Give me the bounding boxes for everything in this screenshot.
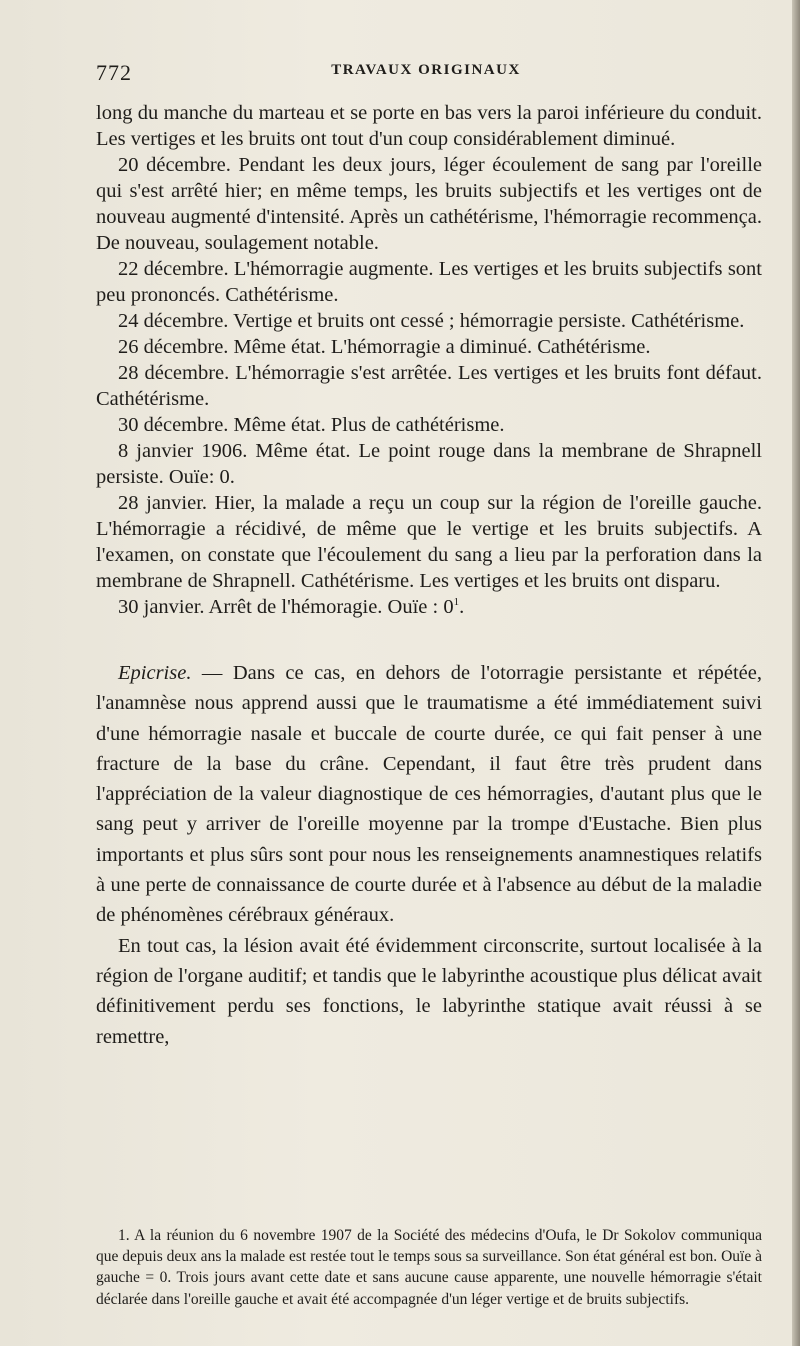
entry-text: Vertige et bruits ont cessé ; hémorragie persiste. Cathétérisme. <box>228 310 745 332</box>
entry-text: Pendant les deux jours, léger écoulement de sang par l'oreille qui s'est arrêté hier; en même temps, les bruits subjectifs et les vertiges ont de nouveau augmenté d'intensité. Après un cathétérisme, l'hémorragie recommença. De nouveau, soulagement notable. <box>96 154 762 254</box>
entry-text: Hier, la malade a reçu un coup sur la région de l'oreille gauche. L'hémorragie a récidivé, de même que le vertige et les bruits subjectifs. A l'examen, on constate que l'écoulement du sang a lieu par la perforation dans la membrane de Shrapnell. Cathétérisme. Les vertiges et les bruits ont disparu. <box>96 492 762 592</box>
entry-date: 30 décembre. <box>118 414 229 436</box>
section-gap <box>96 620 762 646</box>
journal-entry <box>96 256 762 308</box>
footnote <box>96 1225 762 1310</box>
continuation-paragraph: long du manche du marteau et se porte en bas vers la paroi inférieure du conduit. Les vertiges et les bruits ont tout d'un coup considérablement diminué. <box>96 102 762 150</box>
running-title: TRAVAUX ORIGINAUX <box>331 62 521 78</box>
entry-date: 28 janvier. <box>118 492 208 514</box>
footnote-marker[interactable]: 1 <box>453 596 460 609</box>
entry-text: Même état. L'hémorragie a diminué. Cathétérisme. <box>228 336 651 358</box>
entry-date: 28 décembre. <box>118 362 230 384</box>
conclusion-paragraph: En tout cas, la lésion avait été évidemment circonscrite, surtout localisée à la région de l'organe auditif; et tandis que le labyrinthe acoustique plus délicat avait définitivement perdu ses fonctions, le labyrinthe statique avait réussi à se remettre, <box>96 934 762 1048</box>
entry-text: Arrêt de l'hémoragie. Ouïe : 0 <box>204 596 454 618</box>
footnote-text: 1. A la réunion du 6 novembre 1907 de la Société des médecins d'Oufa, le Dr Sokolov communiqua que depuis deux ans la malade est restée tout le temps sous sa surveillance. Son état général est bon. Ouïe à gauche = 0. Trois jours avant cette date et sans aucune cause apparente, une nouvelle hémorragie s'était déclarée dans l'oreille gauche et avait été accompagnée d'un léger vertige et de bruits subjectifs. <box>96 1227 762 1308</box>
entry-text: L'hémorragie augmente. Les vertiges et les bruits subjectifs sont peu prononcés. Cathétérisme. <box>96 258 762 306</box>
running-head <box>96 50 756 90</box>
entry-date: 30 janvier. <box>118 596 205 618</box>
entry-text: Même état. Plus de cathétérisme. <box>228 414 505 436</box>
journal-entry <box>96 438 762 490</box>
journal-entry <box>96 334 762 360</box>
journal-entry <box>96 360 762 412</box>
body-text <box>96 100 762 1052</box>
entry-date: 22 décembre. <box>118 258 229 280</box>
entry-date: 26 décembre. <box>118 336 229 358</box>
epicrise-heading: Epicrise. <box>118 662 192 684</box>
journal-entry <box>96 594 762 620</box>
entry-date: 20 décembre. <box>118 154 231 176</box>
page-edge <box>792 0 800 1346</box>
entry-date: 24 décembre. <box>118 310 229 332</box>
journal-entry <box>96 490 762 594</box>
epicrise-paragraph <box>96 658 762 931</box>
page-number: 772 <box>96 60 132 85</box>
entry-date: 8 janvier 1906. <box>118 440 248 462</box>
journal-entry <box>96 308 762 334</box>
entry-end: . <box>459 596 465 618</box>
journal-entry <box>96 412 762 438</box>
entry-text: Même état. Le point rouge dans la membrane de Shrapnell persiste. Ouïe: 0. <box>96 440 762 488</box>
entry-text: L'hémorragie s'est arrêtée. Les vertiges et les bruits font défaut. Cathétérisme. <box>96 362 763 410</box>
epicrise-text: — Dans ce cas, en dehors de l'otorragie persistante et répétée, l'anamnèse nous apprend aussi que le traumatisme a été immédiatement suivi d'une hémorragie nasale et buccale de courte durée, ce qui fait penser à une fracture de la base du crâne. Cependant, il faut être très prudent dans l'appréciation de la valeur diagnostique de ces hémorragies, d'autant plus que le sang peut y arriver de l'oreille moyenne par la trompe d'Eustache. Bien plus importants et plus sûrs sont pour nous les renseignements anamnestiques relatifs à une perte de connaissance de courte durée et à l'absence au début de la maladie de phénomènes cérébraux généraux. <box>96 662 762 927</box>
journal-entry <box>96 152 762 256</box>
